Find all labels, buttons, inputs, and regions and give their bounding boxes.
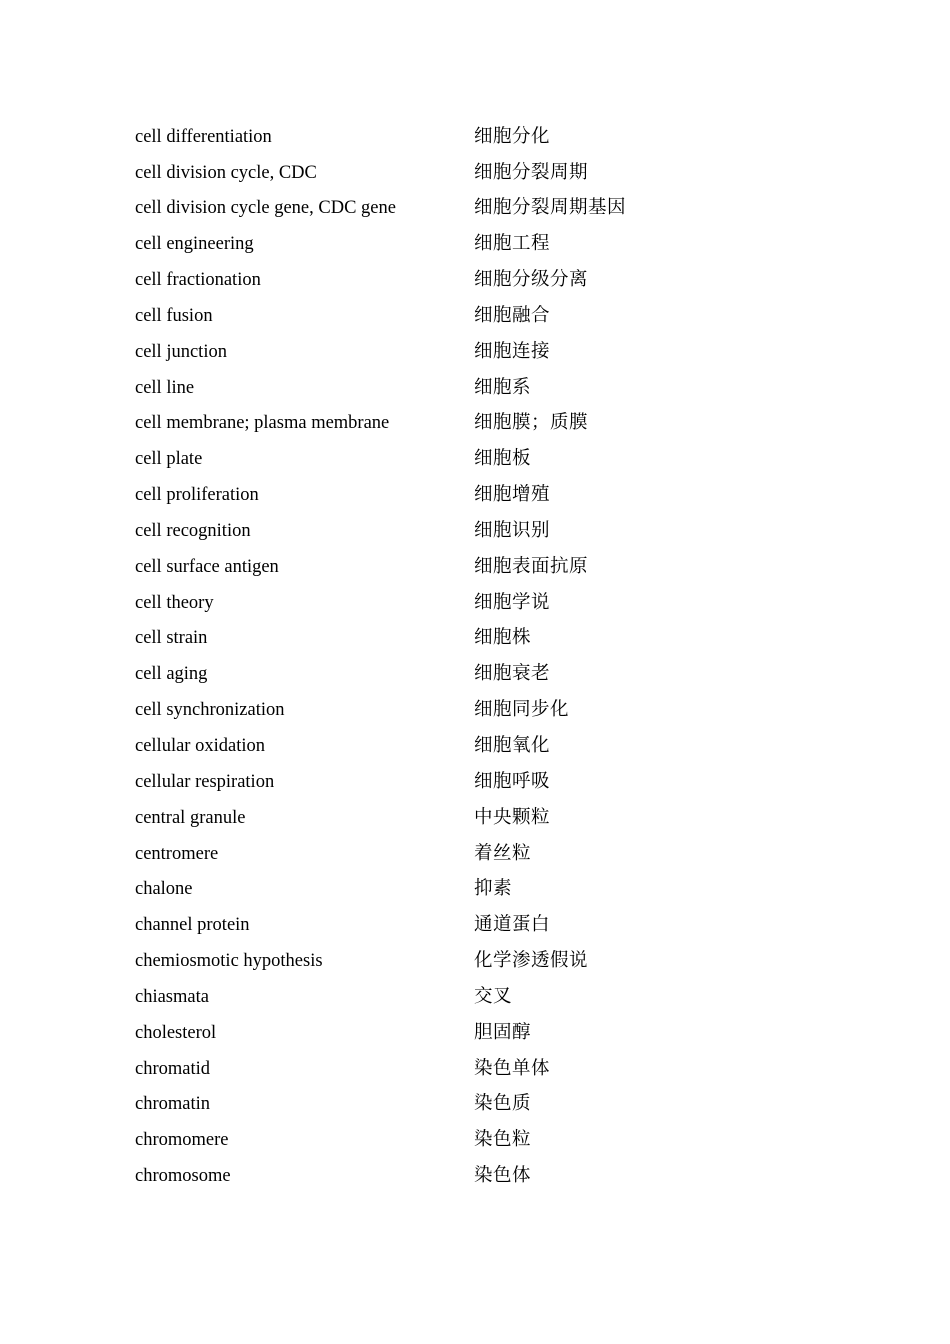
entry-term: cell aging xyxy=(135,664,208,685)
entry-term: centromere xyxy=(135,843,219,864)
entry-term: cell synchronization xyxy=(135,700,285,721)
entry-term: cell engineering xyxy=(135,234,254,255)
entry-term: cell line xyxy=(135,377,195,398)
glossary-entry xyxy=(135,513,835,549)
entry-translation: 细胞识别 xyxy=(474,520,551,541)
entry-translation: 细胞工程 xyxy=(474,234,551,255)
entry-translation: 细胞表面抗原 xyxy=(474,556,589,577)
entry-term: cellular oxidation xyxy=(135,736,265,757)
glossary-entry xyxy=(135,119,835,155)
entry-translation: 细胞同步化 xyxy=(474,700,570,721)
entry-term: central granule xyxy=(135,807,246,828)
entry-term: chemiosmotic hypothesis xyxy=(135,951,323,972)
entry-translation: 着丝粒 xyxy=(474,843,532,864)
entry-translation: 细胞分级分离 xyxy=(474,270,589,291)
entry-translation: 细胞学说 xyxy=(474,592,551,613)
entry-term: cholesterol xyxy=(135,1022,217,1043)
entry-translation: 染色体 xyxy=(474,1166,532,1187)
entry-translation: 染色单体 xyxy=(474,1058,551,1079)
glossary-entry xyxy=(135,406,835,442)
glossary-entry xyxy=(135,227,835,263)
entry-term: cell surface antigen xyxy=(135,556,279,577)
glossary-entry xyxy=(135,943,835,979)
entry-translation: 细胞板 xyxy=(474,449,532,470)
entry-translation: 细胞株 xyxy=(474,628,532,649)
entry-translation: 中央颗粒 xyxy=(474,807,551,828)
entry-term: cell fusion xyxy=(135,305,213,326)
glossary-entry xyxy=(135,908,835,944)
entry-term: cell recognition xyxy=(135,520,251,541)
entry-translation: 细胞氧化 xyxy=(474,736,551,757)
entry-term: chromomere xyxy=(135,1130,229,1151)
glossary-list xyxy=(135,119,835,1194)
glossary-entry xyxy=(135,764,835,800)
glossary-entry xyxy=(135,693,835,729)
entry-translation: 细胞膜；质膜 xyxy=(474,413,589,434)
glossary-entry xyxy=(135,477,835,513)
glossary-entry xyxy=(135,155,835,191)
entry-term: chalone xyxy=(135,879,193,900)
glossary-entry xyxy=(135,191,835,227)
entry-translation: 细胞增殖 xyxy=(474,485,551,506)
glossary-entry xyxy=(135,1123,835,1159)
entry-translation: 胆固醇 xyxy=(474,1022,532,1043)
glossary-entry xyxy=(135,657,835,693)
glossary-entry xyxy=(135,1087,835,1123)
entry-term: cell junction xyxy=(135,341,227,362)
glossary-entry xyxy=(135,836,835,872)
entry-translation: 细胞连接 xyxy=(474,341,551,362)
entry-translation: 细胞衰老 xyxy=(474,664,551,685)
entry-term: cell division cycle gene, CDC gene xyxy=(135,198,396,219)
entry-translation: 细胞分裂周期基因 xyxy=(474,198,627,219)
entry-translation: 通道蛋白 xyxy=(474,915,551,936)
entry-term: channel protein xyxy=(135,915,250,936)
glossary-entry xyxy=(135,621,835,657)
entry-translation: 细胞呼吸 xyxy=(474,771,551,792)
entry-translation: 化学渗透假说 xyxy=(474,951,589,972)
glossary-entry xyxy=(135,1015,835,1051)
glossary-entry xyxy=(135,728,835,764)
entry-term: cell theory xyxy=(135,592,214,613)
entry-term: chromatin xyxy=(135,1094,211,1115)
glossary-entry xyxy=(135,298,835,334)
glossary-entry xyxy=(135,370,835,406)
entry-translation: 细胞分化 xyxy=(474,126,551,147)
entry-term: cell strain xyxy=(135,628,208,649)
entry-translation: 细胞分裂周期 xyxy=(474,162,589,183)
glossary-entry xyxy=(135,585,835,621)
entry-term: cell differentiation xyxy=(135,126,272,147)
entry-translation: 交叉 xyxy=(474,986,513,1007)
entry-translation: 细胞系 xyxy=(474,377,532,398)
entry-translation: 染色质 xyxy=(474,1094,532,1115)
glossary-entry xyxy=(135,262,835,298)
entry-term: cell fractionation xyxy=(135,270,261,291)
entry-term: cellular respiration xyxy=(135,771,275,792)
glossary-entry xyxy=(135,800,835,836)
entry-term: cell plate xyxy=(135,449,203,470)
entry-term: cell division cycle, CDC xyxy=(135,162,317,183)
entry-translation: 细胞融合 xyxy=(474,305,551,326)
entry-term: chromosome xyxy=(135,1166,231,1187)
glossary-entry xyxy=(135,872,835,908)
entry-term: cell proliferation xyxy=(135,485,259,506)
glossary-entry xyxy=(135,979,835,1015)
glossary-entry xyxy=(135,549,835,585)
glossary-entry xyxy=(135,1158,835,1194)
entry-term: cell membrane; plasma membrane xyxy=(135,413,390,434)
glossary-entry xyxy=(135,334,835,370)
glossary-entry xyxy=(135,442,835,478)
entry-term: chromatid xyxy=(135,1058,211,1079)
entry-translation: 染色粒 xyxy=(474,1130,532,1151)
glossary-entry xyxy=(135,1051,835,1087)
entry-term: chiasmata xyxy=(135,986,209,1007)
entry-translation: 抑素 xyxy=(474,879,513,900)
